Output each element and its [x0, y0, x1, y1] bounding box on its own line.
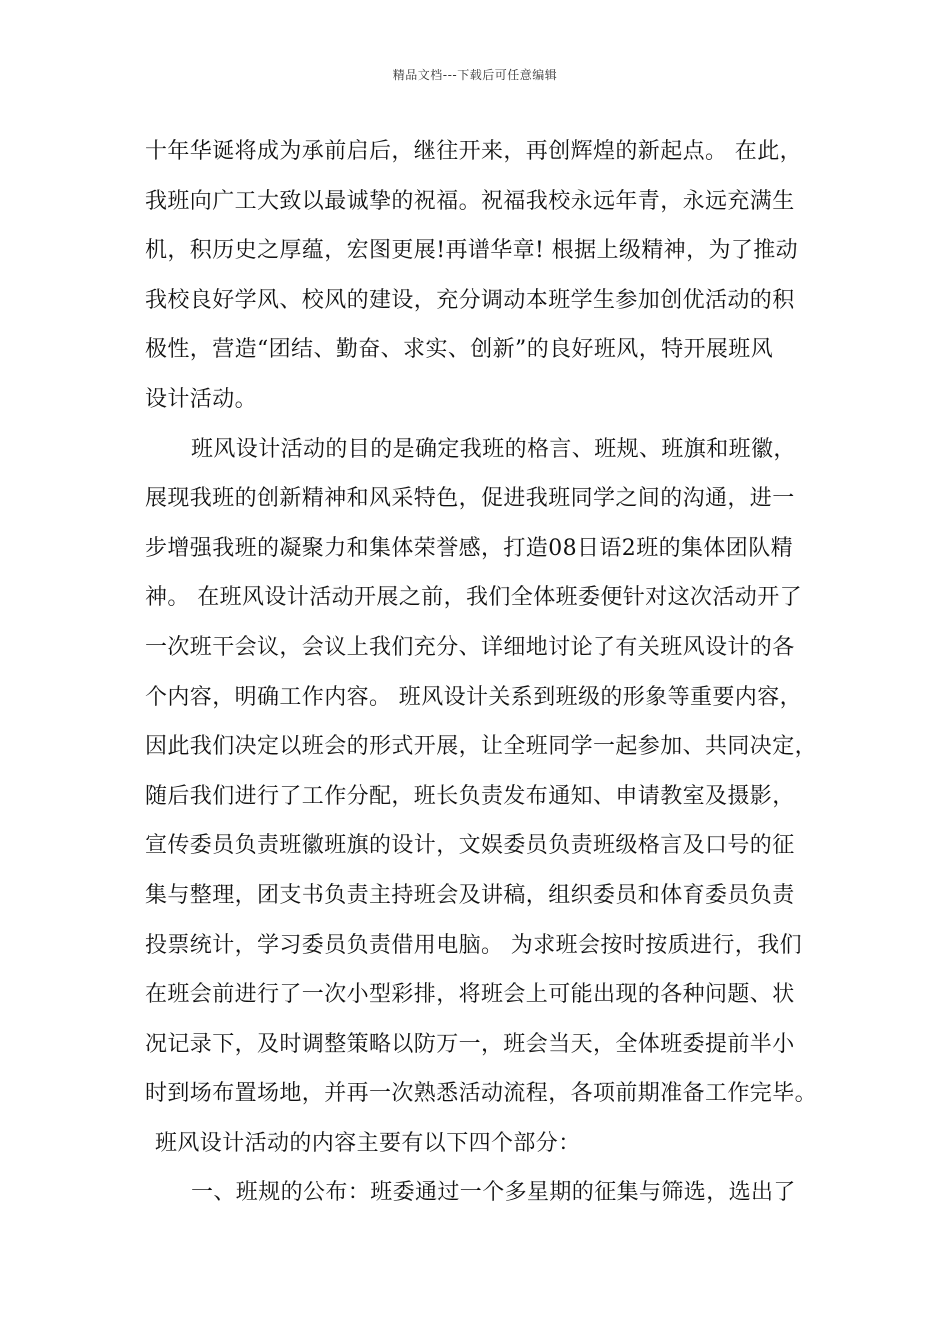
paragraph-line: 极性，营造“团结、勤奋、求实、创新”的良好班风，特开展班风: [145, 337, 774, 363]
paragraph-line: 设计活动。: [145, 386, 258, 412]
paragraph-line: 投票统计，学习委员负责借用电脑。 为求班会按时按质进行，我们: [145, 932, 802, 958]
paragraph-line: 展现我班的创新精神和风采特色，促进我班同学之间的沟通，进一: [145, 486, 795, 512]
paragraph-line: 班风设计活动的目的是确定我班的格言、班规、班旗和班徽，: [191, 436, 796, 462]
paragraph-line: 随后我们进行了工作分配，班长负责发布通知、申请教室及摄影，: [145, 783, 795, 809]
paragraph-line: 我班向广工大致以最诚挚的祝福。祝福我校永远年青，永远充满生: [145, 188, 795, 214]
paragraph-line: 十年华诞将成为承前启后，继往开来，再创辉煌的新起点。 在此，: [145, 139, 802, 164]
paragraph-line: 况记录下，及时调整策略以防万一，班会当天，全体班委提前半小: [145, 1031, 795, 1057]
paragraph-line: 我校良好学风、校风的建设，充分调动本班学生参加创优活动的积: [145, 287, 795, 313]
paragraph-line: 一次班干会议，会议上我们充分、详细地讨论了有关班风设计的各: [145, 634, 795, 660]
page-header: 精品文档---下载后可任意编辑: [392, 68, 558, 82]
paragraph-line: 个内容，明确工作内容。 班风设计关系到班级的形象等重要内容，: [145, 684, 802, 710]
paragraph-line: 班风设计活动的内容主要有以下四个部分：: [155, 1130, 581, 1156]
paragraph-line: 集与整理，团支书负责主持班会及讲稿，组织委员和体育委员负责: [145, 882, 795, 908]
paragraph-line: 宣传委员负责班徽班旗的设计，文娱委员负责班级格言及口号的征: [145, 833, 795, 859]
paragraph-line: 机，积历史之厚蕴，宏图更展!再谱华章! 根据上级精神，为了推动: [145, 238, 799, 264]
paragraph-line: 一、班规的公布：班委通过一个多星期的征集与筛选，选出了: [191, 1180, 796, 1206]
paragraph-line: 时到场布置场地，并再一次熟悉活动流程，各项前期准备工作完毕。: [145, 1081, 818, 1107]
document-body: [145, 133, 845, 1224]
paragraph-line: 神。 在班风设计活动开展之前，我们全体班委便针对这次活动开了: [145, 585, 802, 611]
paragraph-line: 在班会前进行了一次小型彩排，将班会上可能出现的各种问题、状: [145, 982, 795, 1008]
paragraph-line: 步增强我班的凝聚力和集体荣誉感，打造08日语2班的集体团队精: [145, 535, 793, 561]
paragraph-line: 因此我们决定以班会的形式开展，让全班同学一起参加、共同决定，: [145, 734, 818, 760]
